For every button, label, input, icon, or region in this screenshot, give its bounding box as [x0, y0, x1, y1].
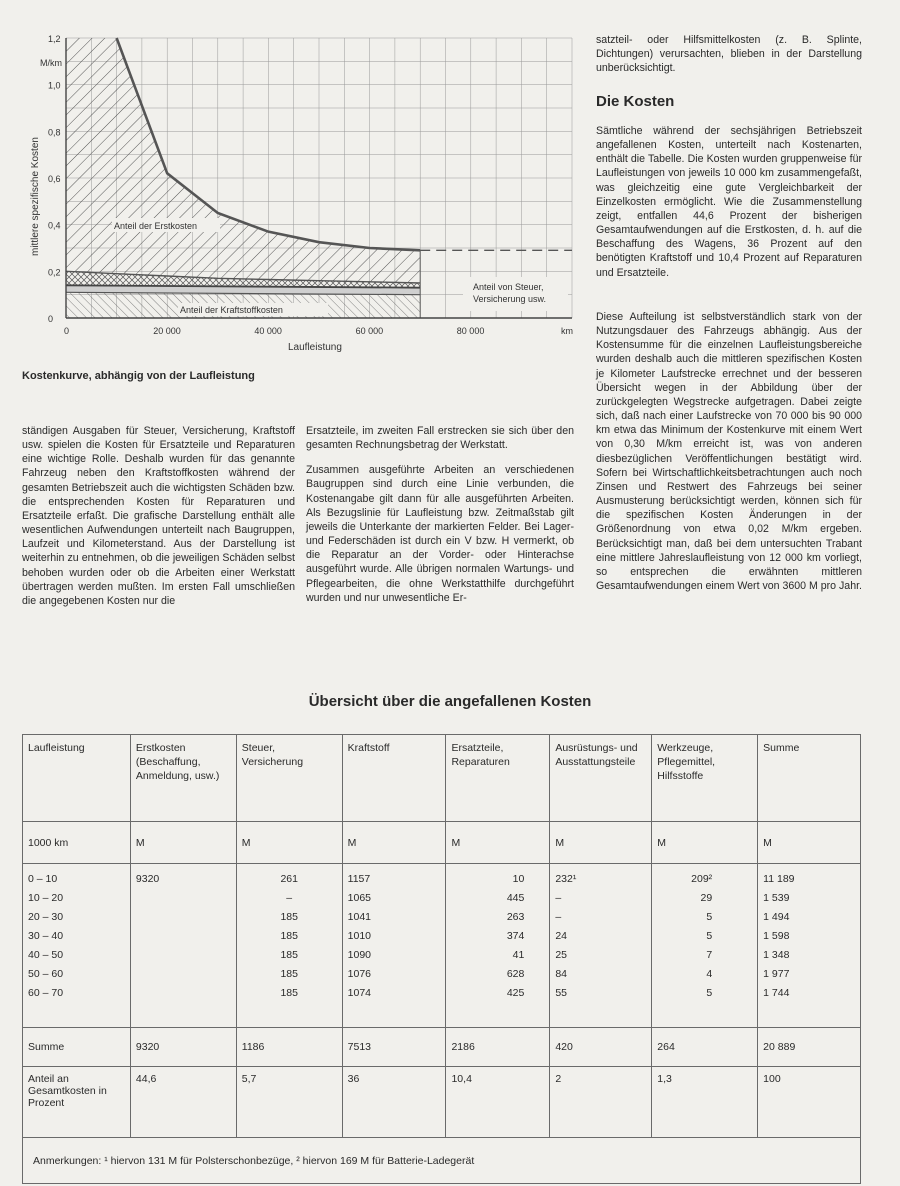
- y-tick-label: 0,4: [48, 220, 61, 231]
- table-cell: 10 – 20: [28, 892, 64, 904]
- column-3-intro: satzteil- oder Hilfsmittelkosten (z. B. Splinte, Dichtungen) verursachten, blieben in der Darstellung unberücksichtigt.: [596, 34, 862, 75]
- table-cell: 0 – 10: [28, 873, 58, 885]
- table-cell: 29: [700, 892, 713, 904]
- header-ersatzteile: Ersatzteile, Reparaturen: [446, 735, 550, 822]
- x-tick-label: 80 000: [456, 326, 485, 336]
- column-werkzeuge: [652, 864, 758, 1028]
- table-title: Übersicht über die angefallenen Kosten: [308, 693, 592, 710]
- header-summe: Summe: [758, 735, 861, 822]
- cost-curve-chart: [0, 28, 585, 363]
- percent-cell: 44,6: [130, 1067, 236, 1138]
- table-cell: [136, 927, 231, 946]
- column-ersatzteile: [446, 864, 550, 1028]
- unit-cell: M: [342, 822, 446, 864]
- table-cell: 5: [706, 911, 713, 923]
- y-tick-label: 0,8: [48, 127, 61, 138]
- unit-cell: M: [758, 822, 861, 864]
- table-unit-row: [23, 822, 861, 864]
- sum-cell: 264: [652, 1028, 758, 1067]
- y-tick-label: 0,2: [48, 267, 61, 278]
- table-cell: –: [555, 892, 562, 904]
- table-cell: 1157: [347, 873, 371, 885]
- table-cell: 374: [506, 930, 525, 942]
- sum-cell: 2186: [446, 1028, 550, 1067]
- unit-cell: M: [550, 822, 652, 864]
- table-cell: 41: [512, 949, 525, 961]
- table-cell: 40 – 50: [28, 949, 64, 961]
- sum-cell: 7513: [342, 1028, 446, 1067]
- header-kraftstoff: Kraftstoff: [342, 735, 446, 822]
- table-cell: 20 – 30: [28, 911, 64, 923]
- sum-cell: 20 889: [758, 1028, 861, 1067]
- table-cell: 425: [506, 987, 525, 999]
- header-laufleistung: Laufleistung: [23, 735, 131, 822]
- y-tick-label: 0: [48, 314, 54, 324]
- table-cell: 55: [555, 987, 568, 999]
- percent-label: Anteil an Gesamtkosten in Prozent: [23, 1067, 131, 1138]
- table-cell: 1 598: [763, 930, 790, 942]
- table-cell: 185: [280, 968, 298, 980]
- column-kraftstoff: [342, 864, 446, 1028]
- sum-cell: 9320: [130, 1028, 236, 1067]
- figure-caption: Kostenkurve, abhängig von der Laufleistung: [22, 370, 255, 382]
- x-tick-label: 40 000: [254, 326, 282, 336]
- column-3-paragraph-1: Sämtliche während der sechsjährigen Betriebszeit angefallenen Kosten, unterteilt nach Kostenarten, enthält die Tabelle. Die Kosten wurden gruppenweise für Laufleistungen von jeweils 10 000 km zusammengefaßt, was gleichzeitig eine gute Vergleichbarkeit der Einzelkosten ermöglicht. Wie die Zusammenstellung zeigt, entfallen 44,6 Prozent der bisherigen Gesamtaufwendungen auf die Erstkosten, d. h. auf die Beschaffung des Wagens, 36 Prozent auf den benötigten Kraftstoff und 10,4 Prozent auf Reparaturen und Ersatzteile.: [596, 125, 862, 279]
- percent-cell: 36: [342, 1067, 446, 1138]
- unit-cell: M: [446, 822, 550, 864]
- section-heading: Die Kosten: [596, 93, 675, 110]
- column-2: [306, 424, 574, 605]
- x-tick-label: 20 000: [153, 326, 181, 336]
- table-cell: 628: [506, 968, 525, 980]
- table-cell: 24: [555, 930, 568, 942]
- table-cell: –: [555, 911, 562, 923]
- column-2-paragraph-2: Zusammen ausgeführte Arbeiten an verschiedenen Baugruppen sind durch eine Linie verbunden, die Kostenangabe gilt dann für alle ausgeführten Arbeiten. Als Bezugslinie für Laufleistung bzw. Zeitmaßstab gilt jeweils die Unterkante der markierten Felder. Bei Lager- und Federschäden ist durch ein V bzw. H vermerkt, ob die Reparatur an der Vorder- oder Hinterachse ausgeführt wurde. Alle übrigen normalen Wartungs- und Pflegearbeiten, die ohne Werkstatthilfe durchgeführt wurden und nur unwesentliche Er-: [306, 464, 574, 604]
- table-cell: 1065: [347, 892, 372, 904]
- column-ausruestung: [550, 864, 652, 1028]
- table-cell: 1074: [347, 987, 372, 999]
- table-cell: [136, 965, 231, 984]
- sum-cell: 1186: [236, 1028, 342, 1067]
- table-percent-row: [23, 1067, 861, 1138]
- table-cell: 1 348: [763, 949, 790, 961]
- percent-cell: 1,3: [652, 1067, 758, 1138]
- table-cell: 9320: [135, 873, 160, 885]
- label-kraftstoffkosten: Anteil der Kraftstoffkosten: [180, 305, 283, 315]
- table-cell: 185: [280, 987, 298, 999]
- table-cell: 261: [280, 873, 298, 885]
- label-steuer-line2: Versicherung usw.: [473, 294, 547, 304]
- table-cell: 84: [555, 968, 568, 980]
- unit-cell: M: [130, 822, 236, 864]
- table-data-block: [23, 864, 861, 1028]
- unit-cell: 1000 km: [23, 822, 131, 864]
- x-tick-label: 0: [64, 326, 70, 336]
- table-cell: 1 539: [763, 892, 790, 904]
- header-erstkosten: Erstkosten (Beschaffung, Anmeldung, usw.): [130, 735, 236, 822]
- table-cell: [136, 984, 231, 1003]
- table-cell: 209²: [691, 873, 713, 885]
- column-summe: [758, 864, 861, 1028]
- column-erstkosten: [130, 864, 236, 1028]
- table-cell: 5: [706, 987, 713, 999]
- percent-cell: 2: [550, 1067, 652, 1138]
- table-cell: [136, 908, 231, 927]
- label-erstkosten: Anteil der Erstkosten: [114, 221, 198, 231]
- table-cell: 1 494: [763, 911, 790, 923]
- sum-cell: 420: [550, 1028, 652, 1067]
- table-cell: [136, 946, 231, 965]
- table-cell: 1010: [347, 930, 372, 942]
- column-steuer: [236, 864, 342, 1028]
- table-cell: –: [286, 892, 293, 904]
- table-cell: 30 – 40: [28, 930, 64, 942]
- y-unit-label: M/km: [40, 58, 62, 68]
- table-note-row: [23, 1138, 861, 1184]
- y-tick-label: 0,6: [48, 174, 61, 184]
- unit-cell: M: [652, 822, 758, 864]
- table-cell: 7: [706, 949, 713, 961]
- header-werkzeuge: Werkzeuge, Pflegemittel, Hilfsstoffe: [652, 735, 758, 822]
- table-cell: 11 189: [763, 873, 795, 885]
- header-steuer: Steuer, Versicherung: [236, 735, 342, 822]
- label-steuer-line1: Anteil von Steuer,: [473, 282, 544, 292]
- unit-cell: M: [236, 822, 342, 864]
- column-1-text: ständigen Ausgaben für Steuer, Versicherung, Kraftstoff usw. spielen die Kosten für Ersatzteile und Reparaturen eine wichtige Rolle. Deshalb wurden für das genannte Fahrzeug neben den Kraftstoffkosten während der gesamten Betriebszeit auch die wichtigsten Schäden bzw. die entsprechenden Kosten für Reparaturen und Ersatzteile erfaßt. Die grafische Darstellung enthält alle wesentlichen Aufwendungen unterteilt nach Baugruppen, Laufzeit und Kilometerstand. Aus der Darstellung ist weiterhin zu entnehmen, ob die jeweiligen Schäden selbst behoben wurden oder ob die Arbeiten einer Werkstatt übertragen werden mußten. Im ersten Fall umschließen die angegebenen Kosten nur die: [22, 425, 295, 607]
- table-cell: 50 – 60: [28, 968, 64, 980]
- y-axis-title: mittlere spezifische Kosten: [30, 137, 41, 256]
- table-header-row: [23, 735, 861, 822]
- table-cell: 10: [512, 873, 525, 885]
- table-cell: 1 977: [763, 968, 790, 980]
- table-cell: 263: [506, 911, 525, 923]
- column-3-paragraph-2: Diese Aufteilung ist selbstverständlich stark von der Nutzungsdauer des Fahrzeugs abhängig. Aus der Kostensumme für die einzelnen Laufleistungsbereiche wurden deshalb auch die mittleren spezifischen Kosten je Kilometer Laufstrecke errechnet und der besseren Übersicht wegen in der Abbildung über der zurückgelegten Wegstrecke aufgetragen. Dabei zeigte sich, daß nach einer Laufstrecke von 70 000 bis 90 000 km etwa das Minimum der Kostenkurve mit einem Wert von 0,30 M/km erreicht ist, was von anderen diesbezüglichen Veröffentlichungen bestätigt wird. Sofern bei Wirtschaftlichkeitsbetrachtungen auch noch Zinsen und Restwert des Fahrzeugs bei seiner Ausmusterung berücksichtigt werden, können sich für die spezifischen Kosten Änderungen in der Größenordnung von etwa 0,02 M/km ergeben. Berücksichtigt man, daß bei dem untersuchten Trabant eine mittlere Jahreslaufleistung von 12 000 km vorliegt, so entsprechen die erwähnten mittleren Gesamtaufwendungen einem Wert von 3600 M pro Jahr.: [596, 311, 862, 592]
- y-tick-label: 1,0: [48, 80, 61, 91]
- table-cell: 1041: [347, 911, 372, 923]
- table-footnote: Anmerkungen: ¹ hiervon 131 M für Polsterschonbezüge, ² hiervon 169 M für Batterie-Ladegerät: [23, 1138, 861, 1184]
- percent-cell: 5,7: [236, 1067, 342, 1138]
- percent-cell: 100: [758, 1067, 861, 1138]
- table-cell: 445: [506, 892, 525, 904]
- x-unit-label: km: [561, 326, 573, 336]
- table-cell: 1 744: [763, 987, 790, 999]
- table-cell: 5: [706, 930, 713, 942]
- sum-label: Summe: [23, 1028, 131, 1067]
- cost-table: [22, 734, 861, 1184]
- table-cell: 1076: [347, 968, 372, 980]
- table-cell: 185: [280, 930, 298, 942]
- column-2-paragraph-1: Ersatzteile, im zweiten Fall erstrecken sie sich über den gesamten Rechnungsbetrag der Werkstatt.: [306, 425, 574, 452]
- x-axis-title: Laufleistung: [288, 342, 342, 353]
- percent-cell: 10,4: [446, 1067, 550, 1138]
- table-cell: 4: [706, 968, 713, 980]
- table-cell: 60 – 70: [28, 987, 64, 999]
- y-tick-label: 1,2: [48, 34, 61, 44]
- table-cell: [136, 889, 231, 908]
- table-sum-row: [23, 1028, 861, 1067]
- table-cell: 185: [280, 949, 298, 961]
- x-tick-label: 60 000: [355, 326, 384, 336]
- column-laufleistung: [23, 864, 131, 1028]
- table-cell: 185: [280, 911, 298, 923]
- header-ausruestung: Ausrüstungs- und Ausstattungsteile: [550, 735, 652, 822]
- table-cell: 25: [555, 949, 568, 961]
- table-cell: 232¹: [555, 873, 577, 885]
- table-cell: 1090: [347, 949, 372, 961]
